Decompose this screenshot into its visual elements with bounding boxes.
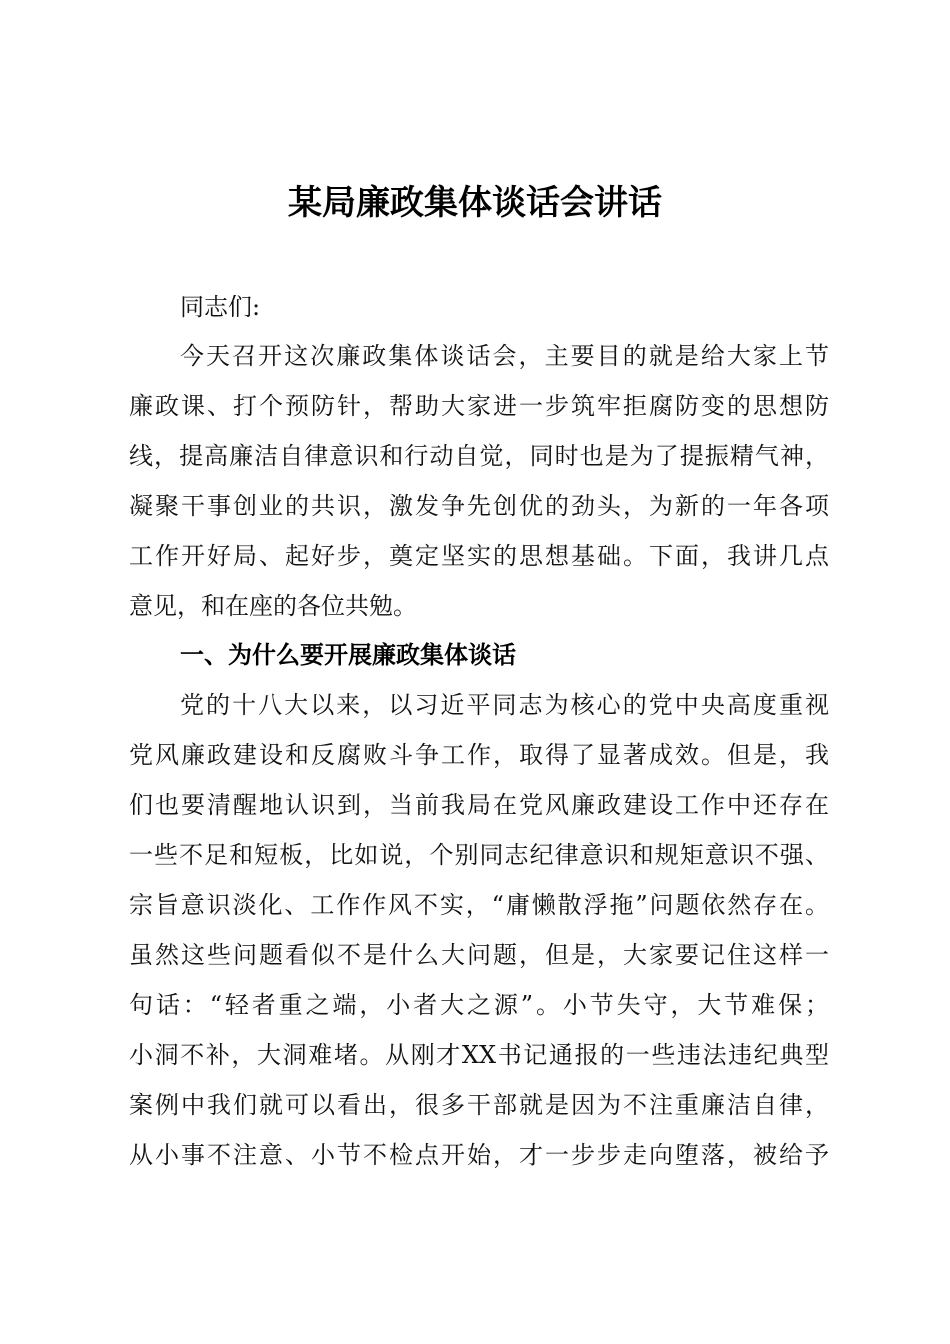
paragraph-line: 工作开好局、起好步，奠定坚实的思想基础。下面，我讲几点 — [129, 542, 829, 570]
paragraph-line: 今天召开这次廉政集体谈话会，主要目的就是给大家上节 — [180, 342, 829, 370]
paragraph-line: 廉政课、打个预防针，帮助大家进一步筑牢拒腐防变的思想防 — [129, 392, 829, 420]
paragraph-line: 宗旨意识淡化、工作作风不实，“庸懒散浮拖”问题依然存在。 — [129, 891, 829, 919]
paragraph-line: 小洞不补，大洞难堵。从刚才XX书记通报的一些违法违纪典型 — [129, 1041, 829, 1069]
paragraph-line: 从小事不注意、小节不检点开始，才一步步走向堕落，被给予 — [129, 1141, 829, 1169]
paragraph-line: 一些不足和短板，比如说，个别同志纪律意识和规矩意识不强、 — [129, 841, 829, 869]
paragraph-line: 线，提高廉洁自律意识和行动自觉，同时也是为了提振精气神， — [129, 442, 829, 470]
paragraph-line: 党风廉政建设和反腐败斗争工作，取得了显著成效。但是，我 — [129, 741, 829, 769]
paragraph-line: 意见，和在座的各位共勉。 — [129, 592, 417, 620]
section-heading: 一、为什么要开展廉政集体谈话 — [180, 641, 516, 669]
paragraph-line: 凝聚干事创业的共识，激发争先创优的劲头，为新的一年各项 — [129, 492, 829, 520]
paragraph-line: 党的十八大以来，以习近平同志为核心的党中央高度重视 — [180, 691, 829, 719]
paragraph-line: 们也要清醒地认识到，当前我局在党风廉政建设工作中还存在 — [129, 791, 829, 819]
paragraph-line: 案例中我们就可以看出，很多干部就是因为不注重廉洁自律， — [129, 1091, 829, 1119]
paragraph-line: 虽然这些问题看似不是什么大问题，但是，大家要记住这样一 — [129, 941, 829, 969]
salutation: 同志们: — [180, 293, 261, 321]
paragraph-line: 句话：“轻者重之端，小者大之源”。小节失守，大节难保； — [129, 991, 829, 1019]
document-title: 某局廉政集体谈话会讲话 — [288, 183, 662, 223]
